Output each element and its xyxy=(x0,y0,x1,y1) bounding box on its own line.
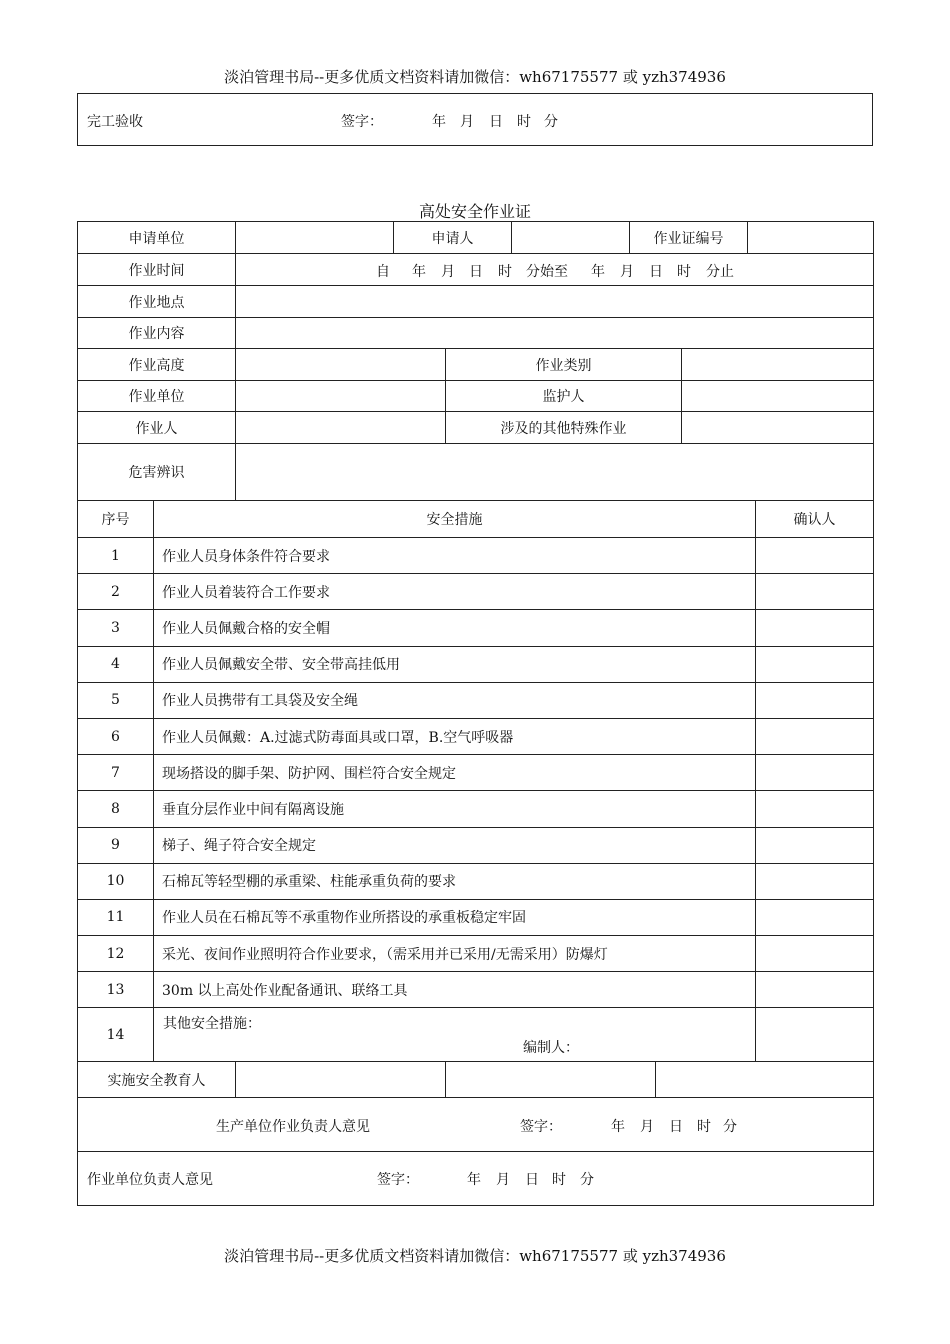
measure-text: 作业人员佩戴安全带、安全带高挂低用 xyxy=(154,646,756,682)
production-year: 年 xyxy=(611,1119,625,1135)
opinion-table xyxy=(77,1097,874,1206)
end-minute-suffix: 分止 xyxy=(706,264,734,280)
completion-year: 年 xyxy=(432,114,446,130)
header-watermark: 淡泊管理书局--更多优质文档资料请加微信：wh67175577 或 yzh374936 xyxy=(224,68,726,86)
unit-year: 年 xyxy=(467,1172,481,1188)
education-value-2[interactable] xyxy=(446,1062,656,1098)
measure-row xyxy=(78,972,874,1008)
production-sign-label: 签字： xyxy=(520,1119,562,1135)
measure-row xyxy=(78,899,874,935)
work-location-label: 作业地点 xyxy=(78,286,236,318)
confirm-cell[interactable] xyxy=(756,1008,874,1062)
education-row xyxy=(78,1062,874,1098)
safety-measures-table xyxy=(77,500,874,1062)
unit-opinion-cell[interactable] xyxy=(78,1152,874,1206)
measure-no: 5 xyxy=(78,682,154,718)
worker-label: 作业人 xyxy=(78,412,236,444)
work-category-value[interactable] xyxy=(682,349,874,381)
supervisor-label: 监护人 xyxy=(446,381,682,412)
education-value-3[interactable] xyxy=(656,1062,874,1098)
unit-day: 日 xyxy=(525,1172,539,1188)
measure-no: 2 xyxy=(78,574,154,610)
measure-row-14 xyxy=(78,1008,874,1062)
unit-opinion-label: 作业单位负责人意见 xyxy=(87,1172,213,1188)
end-day: 日 xyxy=(649,264,663,280)
measure-row xyxy=(78,610,874,646)
start-hour: 时 xyxy=(498,264,512,280)
measure-row xyxy=(78,646,874,682)
measure-no: 10 xyxy=(78,863,154,899)
completion-month: 月 xyxy=(460,114,474,130)
production-minute: 分 xyxy=(723,1119,737,1135)
measure-row xyxy=(78,863,874,899)
measure-no: 13 xyxy=(78,972,154,1008)
production-month: 月 xyxy=(640,1119,654,1135)
work-height-value[interactable] xyxy=(236,349,446,381)
hazard-id-label: 危害辨识 xyxy=(78,444,236,501)
education-label: 实施安全教育人 xyxy=(78,1062,236,1098)
measure-text: 梯子、绳子符合安全规定 xyxy=(154,827,756,863)
completion-label: 完工验收 xyxy=(87,114,143,130)
measure-row xyxy=(78,718,874,754)
row-applicant xyxy=(78,222,874,254)
measure-row xyxy=(78,755,874,791)
production-opinion-cell[interactable] xyxy=(78,1098,874,1152)
completion-acceptance-box xyxy=(77,93,873,146)
other-measures-cell[interactable] xyxy=(154,1008,756,1062)
start-minute-suffix: 分始至 xyxy=(526,264,568,280)
measure-text: 作业人员身体条件符合要求 xyxy=(154,538,756,574)
confirm-cell[interactable] xyxy=(756,574,874,610)
measure-row xyxy=(78,682,874,718)
measure-no: 7 xyxy=(78,755,154,791)
production-day: 日 xyxy=(669,1119,683,1135)
permit-info-table xyxy=(77,221,874,501)
measure-row xyxy=(78,538,874,574)
document-title: 高处安全作业证 xyxy=(418,202,531,221)
work-time-value[interactable] xyxy=(236,254,874,286)
confirm-cell[interactable] xyxy=(756,972,874,1008)
other-special-value[interactable] xyxy=(682,412,874,444)
applicant-unit-label: 申请单位 xyxy=(78,222,236,254)
confirm-cell[interactable] xyxy=(756,863,874,899)
confirm-cell[interactable] xyxy=(756,718,874,754)
measure-text: 作业人员着装符合工作要求 xyxy=(154,574,756,610)
unit-sign-label: 签字： xyxy=(377,1172,419,1188)
confirm-cell[interactable] xyxy=(756,936,874,972)
confirm-cell[interactable] xyxy=(756,755,874,791)
measure-text: 现场搭设的脚手架、防护网、围栏符合安全规定 xyxy=(154,755,756,791)
measure-text: 作业人员佩戴合格的安全帽 xyxy=(154,610,756,646)
row-worker xyxy=(78,412,874,444)
end-hour: 时 xyxy=(677,264,691,280)
confirm-cell[interactable] xyxy=(756,899,874,935)
author-label: 编制人： xyxy=(523,1040,579,1057)
permit-no-label: 作业证编号 xyxy=(630,222,748,254)
confirm-cell[interactable] xyxy=(756,646,874,682)
col-no-header: 序号 xyxy=(78,501,154,538)
measure-no: 6 xyxy=(78,718,154,754)
end-month: 月 xyxy=(620,264,634,280)
worker-value[interactable] xyxy=(236,412,446,444)
work-unit-value[interactable] xyxy=(236,381,446,412)
production-opinion-label: 生产单位作业负责人意见 xyxy=(216,1119,370,1135)
production-opinion-row xyxy=(78,1098,874,1152)
measure-text: 石棉瓦等轻型棚的承重梁、柱能承重负荷的要求 xyxy=(154,863,756,899)
footer-watermark: 淡泊管理书局--更多优质文档资料请加微信：wh67175577 或 yzh374936 xyxy=(224,1247,726,1265)
completion-hour: 时 xyxy=(517,114,531,130)
applicant-unit-value[interactable] xyxy=(236,222,394,254)
work-location-value[interactable] xyxy=(236,286,874,318)
end-year: 年 xyxy=(591,264,605,280)
row-hazard xyxy=(78,444,874,501)
education-value-1[interactable] xyxy=(236,1062,446,1098)
measure-text: 采光、夜间作业照明符合作业要求，（需采用并已采用/无需采用）防爆灯 xyxy=(154,936,756,972)
work-category-label: 作业类别 xyxy=(446,349,682,381)
measure-row xyxy=(78,574,874,610)
unit-minute: 分 xyxy=(580,1172,594,1188)
measure-text: 垂直分层作业中间有隔离设施 xyxy=(154,791,756,827)
measure-no: 14 xyxy=(78,1008,154,1062)
measure-row xyxy=(78,791,874,827)
permit-no-value[interactable] xyxy=(748,222,874,254)
work-time-label: 作业时间 xyxy=(78,254,236,286)
applicant-value[interactable] xyxy=(512,222,630,254)
col-measure-header: 安全措施 xyxy=(154,501,756,538)
confirm-cell[interactable] xyxy=(756,827,874,863)
measure-text: 作业人员在石棉瓦等不承重物作业所搭设的承重板稳定牢固 xyxy=(154,899,756,935)
time-from: 自 xyxy=(376,264,390,280)
measure-no: 8 xyxy=(78,791,154,827)
measures-header-row xyxy=(78,501,874,538)
measure-no: 11 xyxy=(78,899,154,935)
supervisor-value[interactable] xyxy=(682,381,874,412)
completion-day: 日 xyxy=(489,114,503,130)
confirm-cell[interactable] xyxy=(756,791,874,827)
other-special-label: 涉及的其他特殊作业 xyxy=(446,412,682,444)
unit-opinion-row xyxy=(78,1152,874,1206)
unit-month: 月 xyxy=(496,1172,510,1188)
work-height-label: 作业高度 xyxy=(78,349,236,381)
applicant-label: 申请人 xyxy=(394,222,512,254)
confirm-cell[interactable] xyxy=(756,538,874,574)
work-content-label: 作业内容 xyxy=(78,318,236,349)
production-hour: 时 xyxy=(697,1119,711,1135)
start-year: 年 xyxy=(412,264,426,280)
hazard-id-value[interactable] xyxy=(236,444,874,501)
measure-text: 作业人员携带有工具袋及安全绳 xyxy=(154,682,756,718)
measure-no: 1 xyxy=(78,538,154,574)
education-table xyxy=(77,1061,874,1098)
completion-sign-label: 签字： xyxy=(341,114,383,130)
start-day: 日 xyxy=(469,264,483,280)
other-measures-label: 其他安全措施： xyxy=(163,1016,261,1033)
confirm-cell[interactable] xyxy=(756,682,874,718)
row-work-time xyxy=(78,254,874,286)
row-height xyxy=(78,349,874,381)
measure-text: 作业人员佩戴：A.过滤式防毒面具或口罩，B.空气呼吸器 xyxy=(154,718,756,754)
col-confirm-header: 确认人 xyxy=(756,501,874,538)
unit-hour: 时 xyxy=(552,1172,566,1188)
measure-no: 4 xyxy=(78,646,154,682)
measure-row xyxy=(78,827,874,863)
work-unit-label: 作业单位 xyxy=(78,381,236,412)
measure-no: 3 xyxy=(78,610,154,646)
row-location xyxy=(78,286,874,318)
row-content xyxy=(78,318,874,349)
measure-no: 9 xyxy=(78,827,154,863)
start-month: 月 xyxy=(441,264,455,280)
measure-text: 30m 以上高处作业配备通讯、联络工具 xyxy=(154,972,756,1008)
row-unit xyxy=(78,381,874,412)
measure-no: 12 xyxy=(78,936,154,972)
work-content-value[interactable] xyxy=(236,318,874,349)
completion-minute: 分 xyxy=(544,114,558,130)
measure-row xyxy=(78,936,874,972)
confirm-cell[interactable] xyxy=(756,610,874,646)
